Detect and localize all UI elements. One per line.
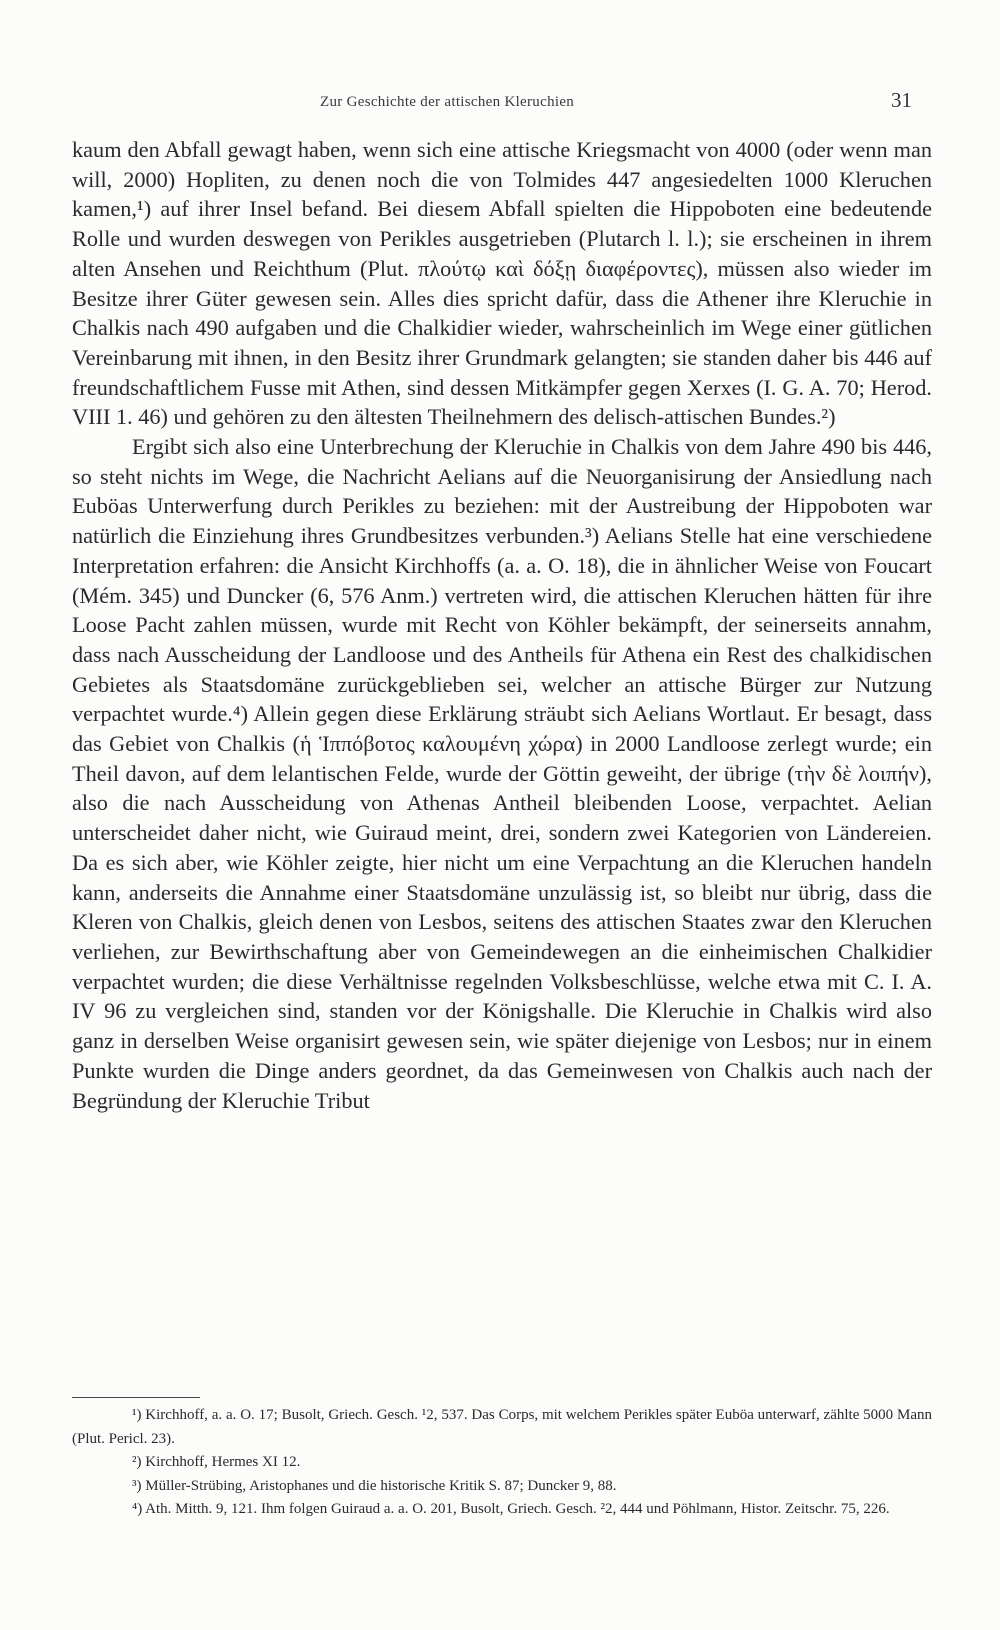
paragraph-2: Ergibt sich also eine Unterbrechung der Kleruchie in Chalkis von dem Jahre 490 bis 446, so steht nichts im Wege, die Nachricht Aelians auf die Neuorganisirung der Ansiedlung nach Euböas Unterwerfung durch Perikles zu beziehen: mit der Austreibung der Hippoboten war natürlich die Einziehung ihres Grundbesitzes verbunden.³) Aelians Stelle hat eine verschiedene Interpretation erfahren: die Ansicht Kirchhoffs (a. a. O. 18), die in ähnlicher Weise von Foucart (Mém. 345) und Duncker (6, 576 Anm.) vertreten wird, die attischen Kleruchen hätten für ihre Loose Pacht zahlen müssen, wurde mit Recht von Köhler bekämpft, der seinerseits annahm, dass nach Ausscheidung der Landloose und des Antheils für Athena ein Rest des chalkidischen Gebietes als Staatsdomäne zurückgeblieben sei, welcher an attische Bürger zur Nutzung verpachtet wurde.⁴) Allein gegen diese Erklärung sträubt sich Aelians Wortlaut. Er besagt, dass das Gebiet von Chalkis (ἡ Ἱππόβοτος καλουμένη χώρα) in 2000 Landloose zerlegt wurde; ein Theil davon, auf dem lelantischen Felde, wurde der Göttin geweiht, der übrige (τὴν δὲ λοιπήν), also die nach Ausscheidung von Athenas Antheil bleibenden Loose, verpachtet. Aelian unterscheidet daher nicht, wie Guiraud meint, drei, sondern zwei Kategorien von Ländereien. Da es sich aber, wie Köhler zeigte, hier nicht um eine Verpachtung an die Kleruchen handeln kann, anderseits die Annahme einer Staatsdomäne unzulässig ist, so bleibt nur übrig, dass die Kleren von Chalkis, gleich denen von Lesbos, seitens des attischen Staates zwar den Kleruchen verliehen, zur Bewirthschaftung aber von Gemeindewegen an die einheimischen Chalkidier verpachtet wurden; die diese Verhältnisse regelnden Volksbeschlüsse, welche etwa mit C. I. A. IV 96 zu vergleichen sind, standen vor der Königshalle. Die Kleruchie in Chalkis wird also ganz in derselben Weise organisirt gewesen sein, wie später diejenige von Lesbos; nur in einem Punkte wurden die Dinge anders geordnet, da das Gemeinwesen von Chalkis auch nach der Begründung der Kleruchie Tribut (72, 434, 932, 1113)
main-text (72, 135, 932, 1115)
page-number: 31 (891, 88, 912, 112)
footnote-4: ⁴) Ath. Mitth. 9, 121. Ihm folgen Guiraud a. a. O. 201, Busolt, Griech. Gesch. ²2, 444 und Pöhlmann, Histor. Zeitschr. 75, 226. (132, 1501, 890, 1517)
footnote-2: ²) Kirchhoff, Hermes XI 12. (132, 1454, 301, 1470)
footnotes (72, 1404, 932, 1522)
footnote-1: ¹) Kirchhoff, a. a. O. 17; Busolt, Griech. Gesch. ¹2, 537. Das Corps, mit welchem Perikles später Euböa unterwarf, zählte 5000 Mann (Plut. Pericl. 23). (72, 1407, 932, 1447)
footnote-divider (72, 1397, 200, 1398)
running-title: Zur Geschichte der attischen Kleruchien (320, 94, 575, 110)
footnote-3: ³) Müller-Strübing, Aristophanes und die historische Kritik S. 87; Duncker 9, 88. (132, 1477, 617, 1494)
paragraph-1: kaum den Abfall gewagt haben, wenn sich eine attische Kriegsmacht von 4000 (oder wenn man will, 2000) Hopliten, zu denen noch die von Tolmides 447 angesiedelten 1000 Kleruchen kamen,¹) auf ihrer Insel befand. Bei diesem Abfall spielten die Hippoboten eine bedeutende Rolle und wurden deswegen von Perikles ausgetrieben (Plutarch l. l.); sie erscheinen in ihrem alten Ansehen und Reichthum (Plut. πλούτῳ καὶ δόξῃ διαφέροντες), müssen also wieder im Besitze ihrer Güter gewesen sein. Alles dies spricht dafür, dass die Athener ihre Kleruchie in Chalkis nach 490 aufgaben und die Chalkidier wieder, wahrscheinlich im Wege einer gütlichen Vereinbarung mit ihnen, in den Besitz ihrer Grundmark gelangten; sie standen daher bis 446 auf freundschaftlichem Fusse mit Athen, sind dessen Mitkämpfer gegen Xerxes (I. G. A. 70; Herod. VIII 1. 46) und gehören zu den ältesten Theilnehmern des delisch-attischen Bundes.²) (72, 137, 932, 430)
